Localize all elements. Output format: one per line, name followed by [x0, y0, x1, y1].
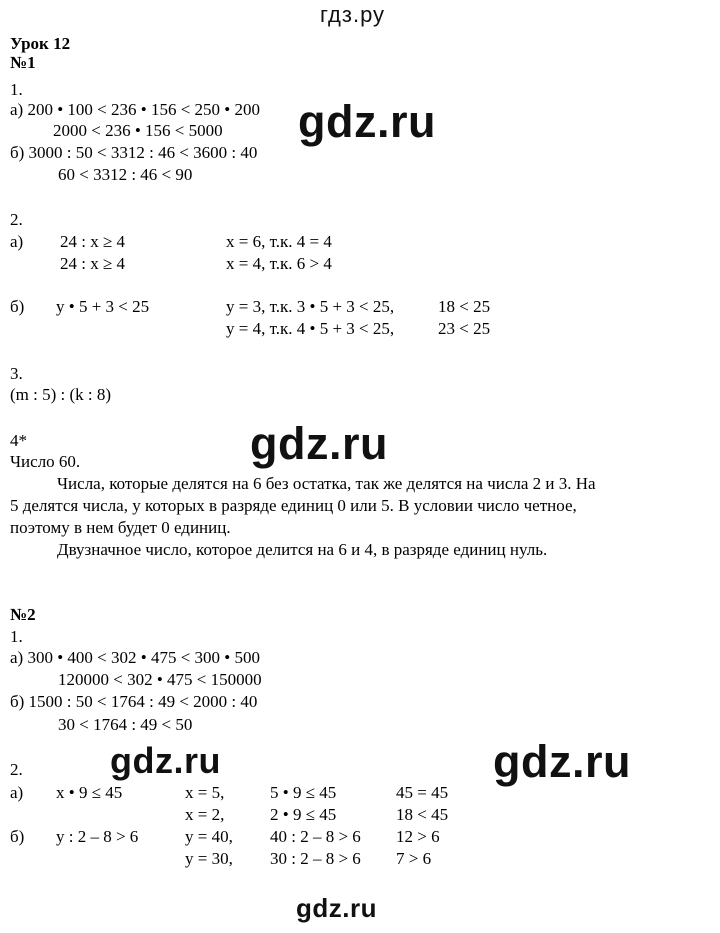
- task-2-2-b-row2-y: y = 30,: [185, 849, 233, 868]
- task-2-2-a-expression: x • 9 ≤ 45: [56, 783, 123, 802]
- task-1-2-b-row2-result: 23 < 25: [438, 319, 491, 338]
- task-2-1-a-line2: 120000 < 302 • 475 < 150000: [58, 670, 262, 689]
- task-1-1-a-line2: 2000 < 236 • 156 < 5000: [53, 121, 223, 140]
- watermark-5: gdz.ru: [296, 893, 377, 923]
- task-2-1-a-line1: а) 300 • 400 < 302 • 475 < 300 • 500: [10, 648, 260, 667]
- task-2-2-b-row1-y: y = 40,: [185, 827, 233, 846]
- task-2-2-b-row2-result: 7 > 6: [396, 849, 432, 868]
- task-2-2-b-row2-calc: 30 : 2 – 8 > 6: [270, 849, 361, 868]
- task-2-2-b-label: б): [10, 827, 25, 846]
- task-1-2-b-row2-solution: y = 4, т.к. 4 • 5 + 3 < 25,: [226, 319, 395, 338]
- task-2-2-b-row1-calc: 40 : 2 – 8 > 6: [270, 827, 361, 846]
- task-1-2-a-row1-solution: x = 6, т.к. 4 = 4: [226, 232, 332, 251]
- task-1-4-explanation-line4: Двузначное число, которое делится на 6 и 4, в разряде единиц нуль.: [57, 540, 548, 559]
- watermark-4: gdz.ru: [493, 736, 631, 787]
- task-1-2-a-row2-solution: x = 4, т.к. 6 > 4: [226, 254, 332, 273]
- task-1-2-b-label: б): [10, 297, 25, 316]
- header-site-title: гдз.ру: [320, 2, 386, 27]
- exercise-1-label: №1: [10, 53, 36, 72]
- watermark-3: gdz.ru: [110, 740, 221, 781]
- task-2-1-label: 1.: [10, 627, 23, 646]
- task-1-4-answer: Число 60.: [10, 452, 81, 471]
- task-1-4-explanation-line1: Числа, которые делятся на 6 без остатка, так же делятся на числа 2 и 3. На: [57, 474, 596, 493]
- task-1-1-b-line1: б) 3000 : 50 < 3312 : 46 < 3600 : 40: [10, 143, 258, 162]
- task-1-2-label: 2.: [10, 210, 23, 229]
- task-1-4-explanation-line3: поэтому в нем будет 0 единиц.: [10, 518, 231, 537]
- task-2-2-a-row2-x: x = 2,: [185, 805, 225, 824]
- task-2-2-a-row1-x: x = 5,: [185, 783, 225, 802]
- task-1-2-a-row2-expr: 24 : x ≥ 4: [60, 254, 126, 273]
- watermark-2: gdz.ru: [250, 418, 388, 469]
- task-2-1-b-line1: б) 1500 : 50 < 1764 : 49 < 2000 : 40: [10, 692, 258, 711]
- task-2-2-a-row2-result: 18 < 45: [396, 805, 449, 824]
- task-1-2-b-row1-solution: y = 3, т.к. 3 • 5 + 3 < 25,: [226, 297, 395, 316]
- task-2-2-a-row2-calc: 2 • 9 ≤ 45: [270, 805, 337, 824]
- task-2-1-b-line2: 30 < 1764 : 49 < 50: [58, 715, 193, 734]
- task-2-2-a-row1-result: 45 = 45: [396, 783, 449, 802]
- task-1-2-b-row1-expr: y • 5 + 3 < 25: [56, 297, 150, 316]
- task-1-2-b-row1-result: 18 < 25: [438, 297, 491, 316]
- watermark-1: gdz.ru: [298, 96, 436, 147]
- task-1-3-label: 3.: [10, 364, 23, 383]
- task-1-4-label: 4*: [10, 431, 27, 450]
- task-2-2-b-expression: y : 2 – 8 > 6: [56, 827, 139, 846]
- task-1-3-expression: (m : 5) : (k : 8): [10, 385, 112, 404]
- task-1-4-explanation-line2: 5 делятся числа, у которых в разряде единиц 0 или 5. В условии число четное,: [10, 496, 577, 515]
- task-1-2-a-row1-expr: 24 : x ≥ 4: [60, 232, 126, 251]
- task-1-1-a-line1: а) 200 • 100 < 236 • 156 < 250 • 200: [10, 100, 260, 119]
- task-1-2-a-label: а): [10, 232, 24, 251]
- task-2-2-a-row1-calc: 5 • 9 ≤ 45: [270, 783, 337, 802]
- task-2-2-a-label: а): [10, 783, 24, 802]
- lesson-title: Урок 12: [10, 34, 71, 53]
- task-2-2-b-row1-result: 12 > 6: [396, 827, 440, 846]
- task-1-1-label: 1.: [10, 80, 23, 99]
- exercise-2-label: №2: [10, 605, 36, 624]
- task-1-1-b-line2: 60 < 3312 : 46 < 90: [58, 165, 193, 184]
- task-2-2-label: 2.: [10, 760, 23, 779]
